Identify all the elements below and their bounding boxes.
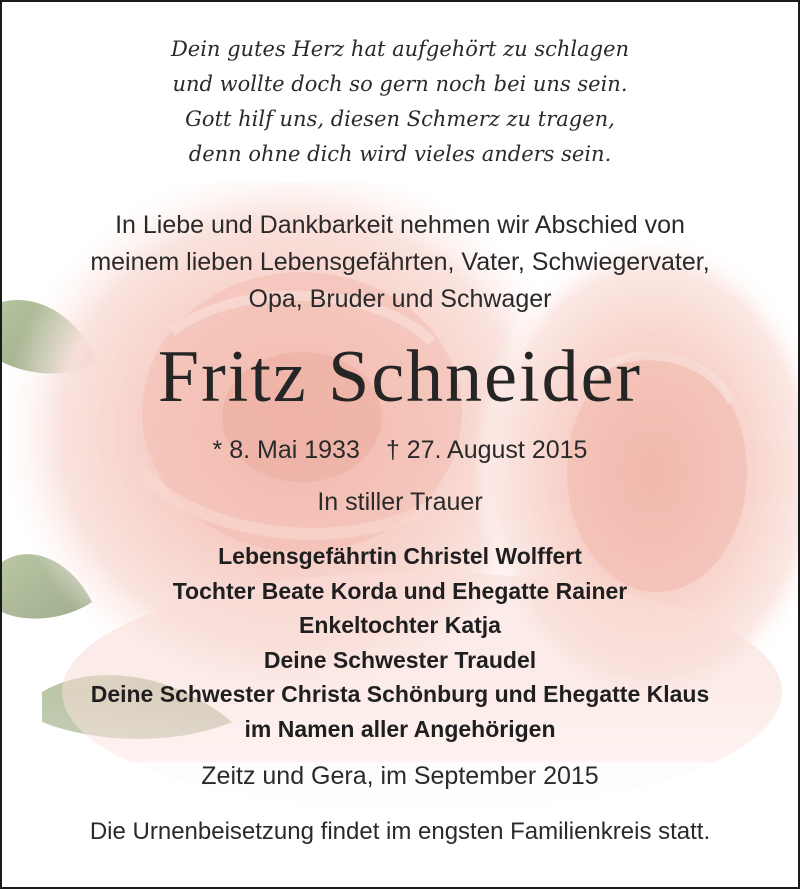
- mourner-line: Enkeltochter Katja: [299, 612, 501, 638]
- poem-line: denn ohne dich wird vieles anders sein.: [188, 142, 612, 166]
- deceased-name: Fritz Schneider: [157, 336, 643, 418]
- poem-line: und wollte doch so gern noch bei uns sein.: [172, 72, 628, 96]
- intro-line: Opa, Bruder und Schwager: [248, 285, 552, 313]
- mourner-line: Deine Schwester Christa Schönburg und Ehegatte Klaus: [90, 681, 710, 707]
- intro-line: meinem lieben Lebensgefährten, Vater, Schwiegervater,: [90, 248, 710, 276]
- notice-content: [2, 2, 798, 887]
- life-dates: [2, 432, 798, 468]
- mourning-line: In stiller Trauer: [317, 488, 483, 516]
- farewell-intro: [2, 207, 798, 318]
- mourner-line: im Namen aller Angehörigen: [244, 715, 556, 742]
- poem: [2, 32, 798, 172]
- birth-date: * 8. Mai 1933: [212, 436, 360, 464]
- intro-line: In Liebe und Dankbarkeit nehmen wir Abschied von: [115, 211, 685, 239]
- mourner-line: Deine Schwester Traudel: [263, 646, 537, 673]
- mourner-line: Tochter Beate Korda und Ehegatte Rainer: [172, 577, 628, 604]
- death-date: † 27. August 2015: [385, 436, 588, 464]
- mourner-line: Lebensgefährtin Christel Wolffert: [218, 543, 582, 569]
- poem-line: Gott hilf uns, diesen Schmerz zu tragen,: [185, 107, 615, 131]
- mourners-list: [2, 539, 798, 746]
- poem-line: Dein gutes Herz hat aufgehört zu schlagen: [170, 37, 630, 61]
- burial-note: Die Urnenbeisetzung findet im engsten Familienkreis statt.: [89, 818, 711, 845]
- place-and-date: Zeitz und Gera, im September 2015: [201, 762, 599, 790]
